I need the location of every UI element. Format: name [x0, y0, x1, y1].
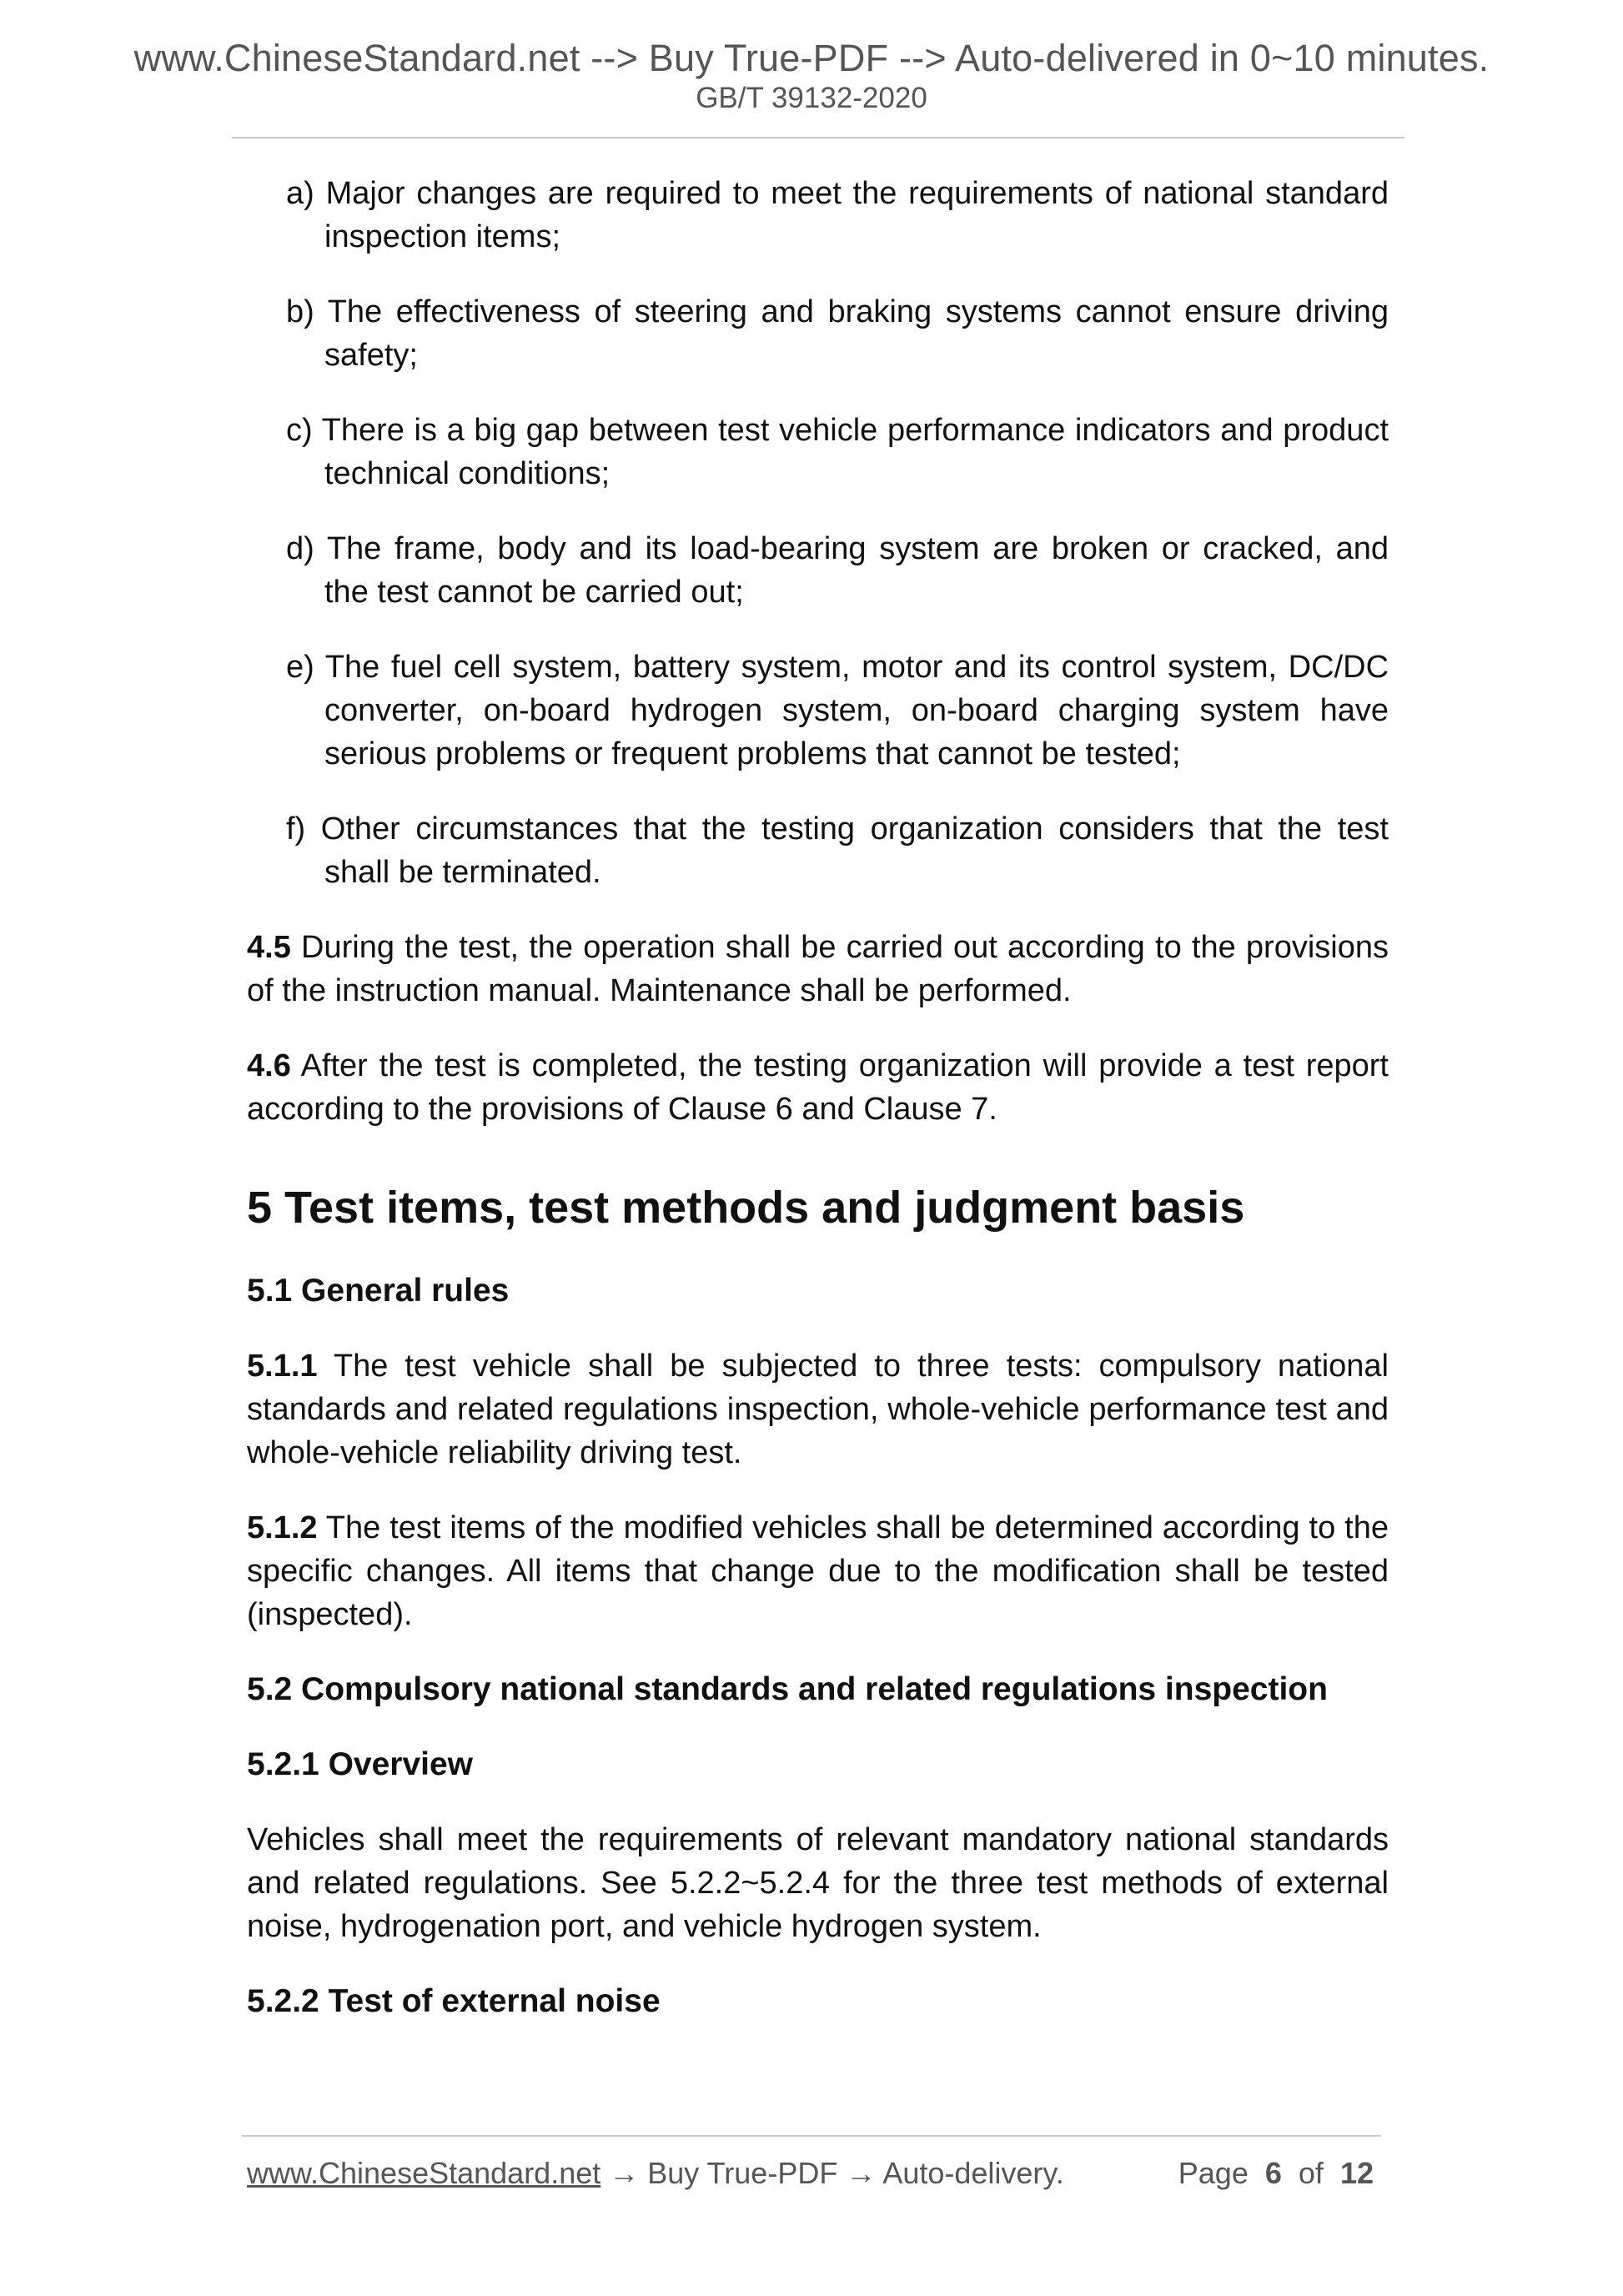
clause-text: The test vehicle shall be subjected to three tests: compulsory national standards and related regulations inspection, whole-vehicle performance test and whole-vehicle reliability driving test. [247, 1349, 1389, 1470]
list-marker: f) [286, 811, 306, 847]
heading-5-2: 5.2 Compulsory national standards and related regulations inspection [247, 1671, 1328, 1707]
heading-5-1: 5.1 General rules [247, 1273, 510, 1309]
section-heading-5: 5 Test items, test methods and judgment basis [247, 1183, 1245, 1233]
paragraph-5-2-1: Vehicles shall meet the requirements of relevant mandatory national standards and related regulations. See 5.2.2~5.2.4 for the three test methods of external noise, hydrogenation port, and vehicle hydrogen system. [247, 1822, 1389, 1944]
header-divider [232, 137, 1404, 138]
list-text: The fuel cell system, battery system, motor and its control system, DC/DC converter, on-board hydrogen system, on-board charging system have serious problems or frequent problems that cannot be tested; [324, 650, 1389, 771]
list-marker: b) [286, 294, 314, 329]
page-indicator [1178, 2156, 1374, 2191]
footer-site-link[interactable]: www.ChineseStandard.net [247, 2156, 601, 2190]
footer-promo [247, 2156, 1064, 2191]
page-total: 12 [1339, 2156, 1374, 2190]
clause-number: 4.6 [247, 1048, 291, 1083]
heading-5-2-2: 5.2.2 Test of external noise [247, 1983, 661, 2019]
list-item-c [247, 409, 1389, 495]
clause-text: During the test, the operation shall be carried out according to the provisions of the instruction manual. Maintenance shall be performed. [247, 930, 1389, 1008]
page-label: Page [1178, 2156, 1249, 2190]
list-text: There is a big gap between test vehicle performance indicators and product technical conditions; [321, 413, 1389, 491]
footer-divider [242, 2135, 1381, 2137]
clause-number: 5.1.2 [247, 1510, 318, 1545]
clause-number: 5.1.1 [247, 1349, 318, 1384]
list-text: The frame, body and its load-bearing system are broken or cracked, and the test cannot be carried out; [324, 531, 1389, 610]
list-marker: c) [286, 413, 313, 448]
clause-text: After the test is completed, the testing organization will provide a test report according to the provisions of Clause 6 and Clause 7. [247, 1048, 1389, 1127]
header-title: www.ChineseStandard.net --> Buy True-PDF --> Auto-delivered in 0~10 minutes. [133, 37, 1490, 79]
list-text: Major changes are required to meet the requirements of national standard inspection items; [324, 176, 1389, 254]
clause-4-5 [247, 926, 1389, 1012]
clause-text: The test items of the modified vehicles shall be determined according to the specific changes. All items that change due to the modification shall be tested (inspected). [247, 1510, 1389, 1632]
document-body [247, 172, 1389, 2055]
heading-5-2-1: 5.2.1 Overview [247, 1746, 474, 1782]
list-item-e [247, 646, 1389, 776]
clause-4-6 [247, 1044, 1389, 1131]
list-text: Other circumstances that the testing organization considers that the test shall be terminated. [320, 811, 1389, 890]
list-item-a [247, 172, 1389, 259]
list-marker: a) [286, 176, 314, 211]
standard-number: GB/T 39132-2020 [696, 82, 927, 114]
list-text: The effectiveness of steering and braking systems cannot ensure driving safety; [324, 294, 1389, 373]
list-item-d [247, 527, 1389, 614]
footer-promo-text: → Buy True-PDF → Auto-delivery. [600, 2156, 1064, 2190]
page-number: 6 [1264, 2156, 1282, 2190]
list-marker: d) [286, 531, 314, 566]
of-label: of [1298, 2156, 1324, 2190]
list-item-f [247, 807, 1389, 894]
clause-5-1-1 [247, 1344, 1389, 1475]
clause-5-1-2 [247, 1506, 1389, 1636]
list-marker: e) [286, 650, 314, 685]
clause-number: 4.5 [247, 930, 291, 965]
list-item-b [247, 290, 1389, 377]
